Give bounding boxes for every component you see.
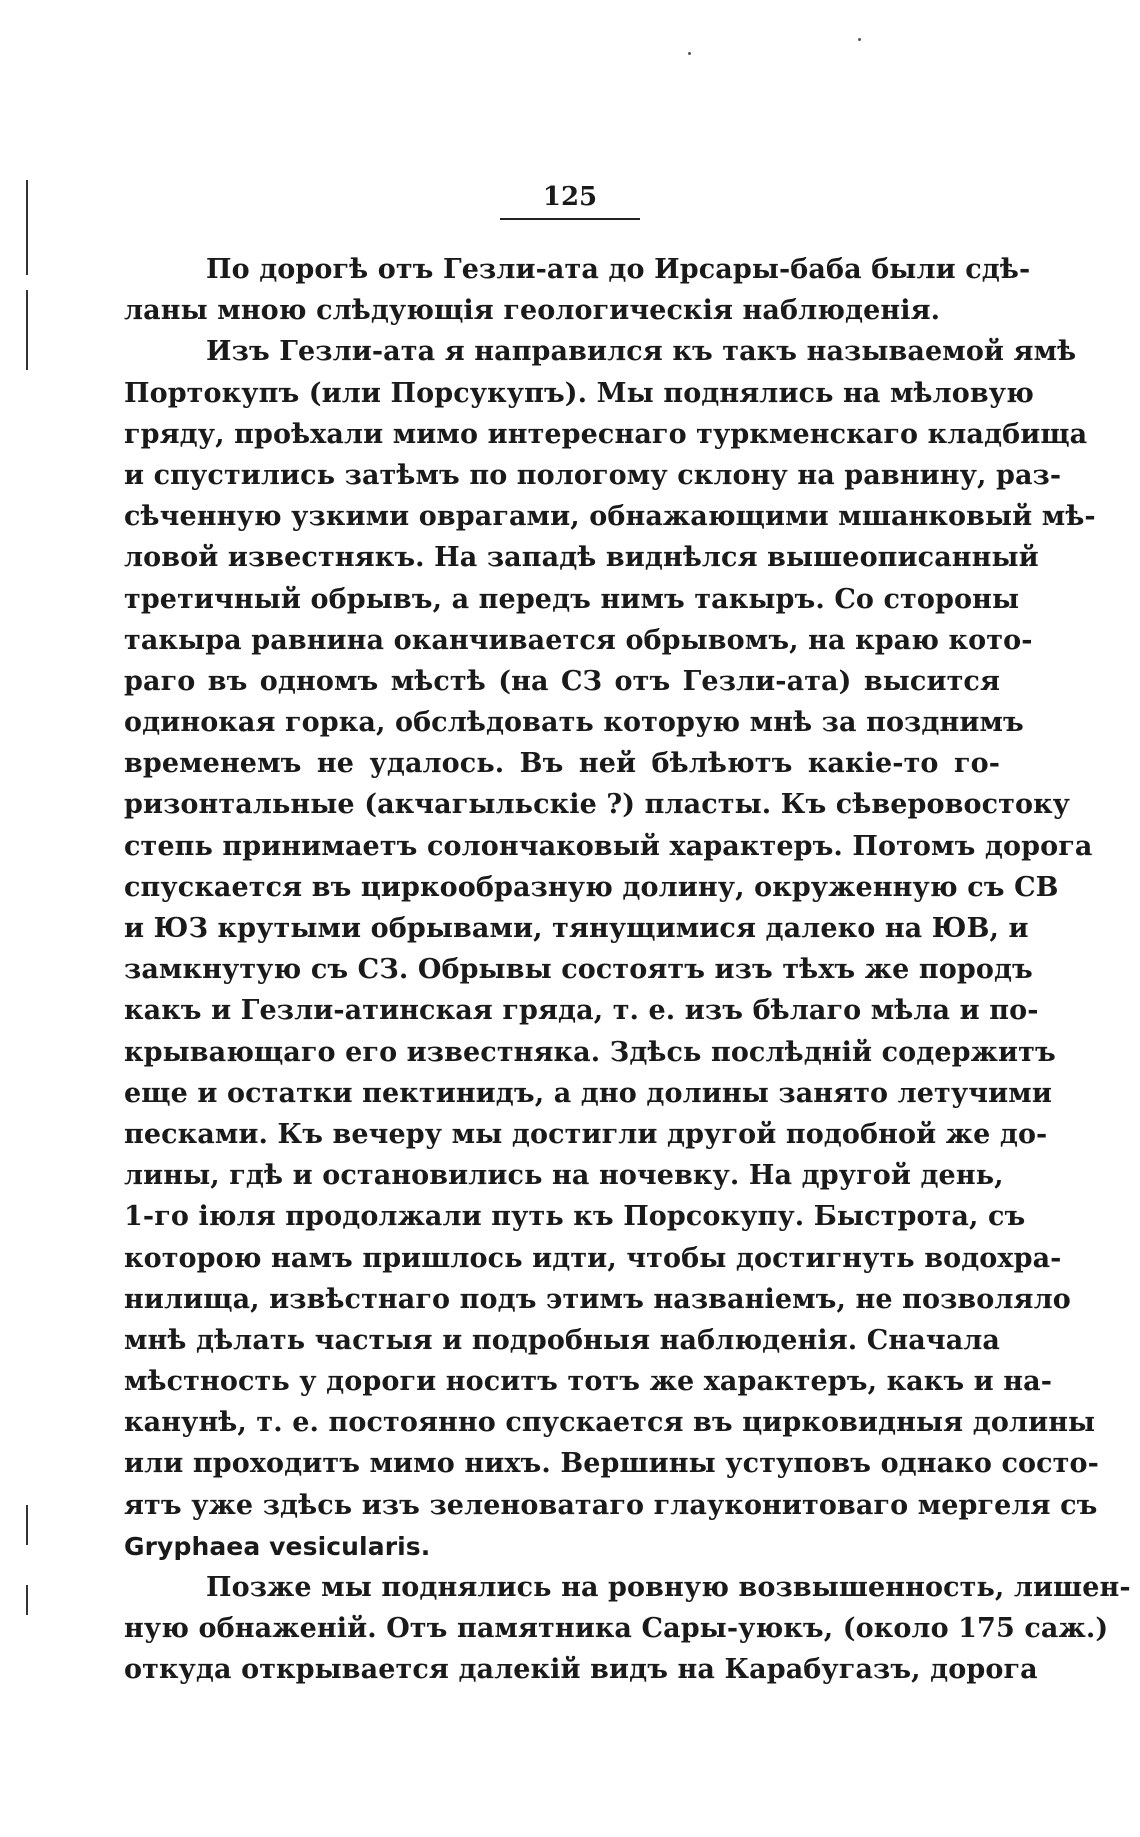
text-line: По дорогѣ отъ Гезли-ата до Ирсары-баба были сдѣ- (206, 254, 1031, 285)
text-line: и ЮЗ крутыми обрывами, тянущимися далеко на ЮВ, и (124, 913, 1029, 944)
scan-margin-line (26, 290, 28, 370)
text-line: мѣстность у дороги носитъ тотъ же характеръ, какъ и на- (124, 1366, 1053, 1398)
text-line: крывающаго его известняка. Здѣсь послѣдній содержитъ (124, 1036, 1056, 1068)
scan-speck (858, 38, 861, 41)
text-line: степь принимаетъ солончаковый характеръ. Потомъ дорога (124, 830, 1093, 862)
scan-margin-line (26, 1585, 28, 1615)
body-text (124, 249, 1131, 1691)
text-line: Изъ Гезли-ата я направился къ такъ называемой ямѣ (206, 336, 1077, 368)
text-line: мнѣ дѣлать частыя и подробныя наблюденія. Сначала (124, 1324, 1001, 1356)
text-line: нилища, извѣстнаго подъ этимъ названіемъ, не позволяло (124, 1283, 1071, 1315)
text-line: ланы мною слѣдующія геологическія наблюденія. (124, 295, 941, 327)
text-line: ловой известнякъ. На западѣ виднѣлся вышеописанный (124, 542, 1039, 574)
text-line: ризонтальные (акчагыльскіе ?) пласты. Къ сѣверовостоку (124, 789, 1071, 821)
text-line: Портокупъ (или Порсукупъ). Мы поднялись на мѣловую (124, 377, 1034, 409)
text-line: канунѣ, т. е. постоянно спускается въ цирковидныя долины (124, 1407, 1096, 1439)
scan-margin-line (26, 1505, 28, 1545)
text-line: временемъ не удалось. Въ ней бѣлѣютъ какіе-то го- (124, 748, 1000, 780)
text-line: ятъ уже здѣсь изъ зеленоватаго глауконитоваго мергеля съ (124, 1489, 1098, 1521)
text-line: Позже мы поднялись на ровную возвышенность, лишен- (206, 1572, 1131, 1603)
text-line: одинокая горка, обслѣдовать которую мнѣ за позднимъ (124, 707, 1024, 739)
text-line: сѣченную узкими оврагами, обнажающими мшанковый мѣ- (124, 501, 1096, 533)
text-line: лины, гдѣ и остановились на ночевку. На другой день, (124, 1160, 1004, 1192)
text-line: откуда открывается далекій видъ на Карабугазъ, дорога (124, 1654, 1038, 1686)
text-line: песками. Къ вечеру мы достигли другой подобной же до- (124, 1118, 1048, 1150)
scan-margin-line (26, 180, 28, 275)
text-line: 1-го іюля продолжали путь къ Порсокупу. Быстрота, съ (124, 1201, 1026, 1233)
text-line: спускается въ циркообразную долину, окруженную съ СВ (124, 871, 1059, 903)
text-line: еще и остатки пектинидъ, а дно долины занято летучими (124, 1077, 1052, 1109)
text-line: которою намъ пришлось идти, чтобы достигнуть водохра- (124, 1242, 1062, 1274)
text-line: такыра равнина оканчивается обрывомъ, на краю кото- (124, 624, 1033, 656)
text-line: замкнутую съ СЗ. Обрывы состоятъ изъ тѣхъ же породъ (124, 954, 1033, 986)
page-number-rule (500, 218, 640, 220)
text-line-species-name: Gryphaea vesicularis. (124, 1531, 431, 1561)
text-line: гряду, проѣхали мимо интереснаго туркменскаго кладбища (124, 418, 1088, 450)
text-line: или проходитъ мимо нихъ. Вершины уступовъ однако состо- (124, 1448, 1099, 1480)
text-line: раго въ одномъ мѣстѣ (на СЗ отъ Гезли-ата) высится (124, 665, 1000, 697)
text-line: и спустились затѣмъ по пологому склону на равнину, раз- (124, 459, 1062, 491)
scan-speck (688, 52, 691, 55)
text-line: третичный обрывъ, а передъ нимъ такыръ. Со стороны (124, 583, 1020, 615)
page-number: 125 (542, 182, 598, 212)
text-line: какъ и Гезли-атинская гряда, т. е. изъ бѣлаго мѣла и по- (124, 995, 1039, 1027)
text-line: ную обнаженій. Отъ памятника Сары-уюкъ, (около 175 саж.) (124, 1613, 1109, 1645)
